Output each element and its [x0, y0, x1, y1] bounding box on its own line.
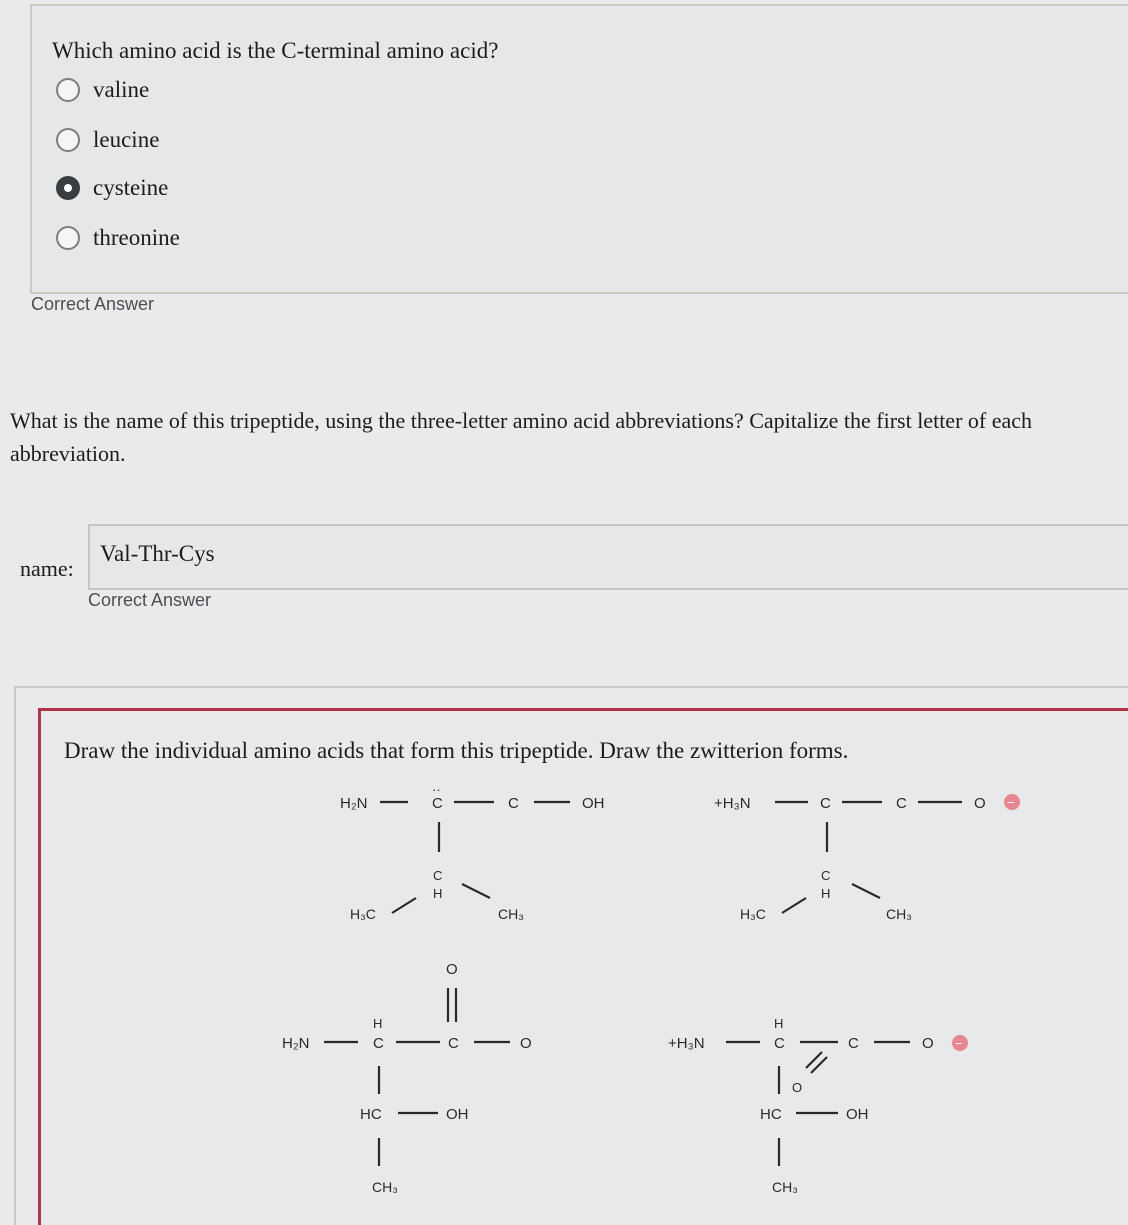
question2-prompt: What is the name of this tripeptide, using the three-letter amino acid abbreviations? Capitalize the first letter of each abbreviation. [10, 408, 1033, 466]
val-zw-beta-hydrogen: H [821, 886, 831, 901]
val-beta-carbon: C [433, 868, 443, 883]
option-label: valine [93, 77, 150, 102]
val-zw-beta-carbon: C [821, 868, 831, 883]
thr-carbonyl-oxygen: O [446, 961, 458, 978]
option-label: cysteine [93, 175, 169, 200]
thr-alpha-hydrogen: H [373, 1016, 383, 1031]
thr-zw-alpha-hydrogen: H [774, 1016, 784, 1031]
thr-zw-oxygen: O [922, 1035, 934, 1052]
val-zw-oxygen: O [974, 795, 986, 812]
val-zw-methyl-right: CH₃ [886, 906, 912, 922]
val-zw-ammonium-label: +H₃N [714, 795, 751, 812]
name-field-label: name: [20, 556, 74, 581]
val-zw-alpha-carbon: C [820, 795, 831, 812]
option-label: leucine [93, 127, 160, 152]
val-lone-pair-dots: ·· [432, 782, 441, 797]
val-zw-methyl-left: H₃C [740, 906, 766, 922]
option-label: threonine [93, 225, 180, 250]
thr-zw-carbonyl-oxygen: O [792, 1080, 803, 1095]
thr-oxygen: O [520, 1035, 532, 1052]
val-zw-carboxyl-carbon: C [896, 795, 907, 812]
thr-alpha-carbon: C [373, 1035, 384, 1052]
val-hydroxyl-label: OH [582, 795, 605, 812]
val-amine-label: H₂N [340, 795, 368, 812]
thr-zw-methyl: CH₃ [772, 1179, 798, 1195]
question2-feedback: Correct Answer [88, 590, 212, 610]
thr-zw-alpha-carbon: C [774, 1035, 785, 1052]
val-methyl-left: H₃C [350, 906, 376, 922]
name-answer-value: Val-Thr-Cys [100, 541, 215, 566]
question1-feedback: Correct Answer [31, 294, 155, 314]
thr-zw-charge: − [955, 1036, 963, 1051]
val-carboxyl-carbon: C [508, 795, 519, 812]
question3-prompt: Draw the individual amino acids that form this tripeptide. Draw the zwitterion forms. [64, 738, 849, 763]
thr-zw-ammonium-label: +H₃N [668, 1035, 705, 1052]
question1-prompt: Which amino acid is the C-terminal amino acid? [52, 38, 499, 63]
thr-zw-hydroxyl: OH [846, 1106, 869, 1123]
thr-hydroxyl: OH [446, 1106, 469, 1123]
val-alpha-carbon: C [432, 795, 443, 812]
val-beta-hydrogen: H [433, 886, 443, 901]
thr-zw-carboxyl-carbon: C [848, 1035, 859, 1052]
thr-zw-beta-carbon: HC [760, 1106, 782, 1123]
thr-methyl: CH₃ [372, 1179, 398, 1195]
thr-beta-carbon: HC [360, 1106, 382, 1123]
val-methyl-right: CH₃ [498, 906, 524, 922]
thr-amine-label: H₂N [282, 1035, 310, 1052]
val-zw-charge: − [1007, 795, 1015, 810]
thr-carboxyl-carbon: C [448, 1035, 459, 1052]
